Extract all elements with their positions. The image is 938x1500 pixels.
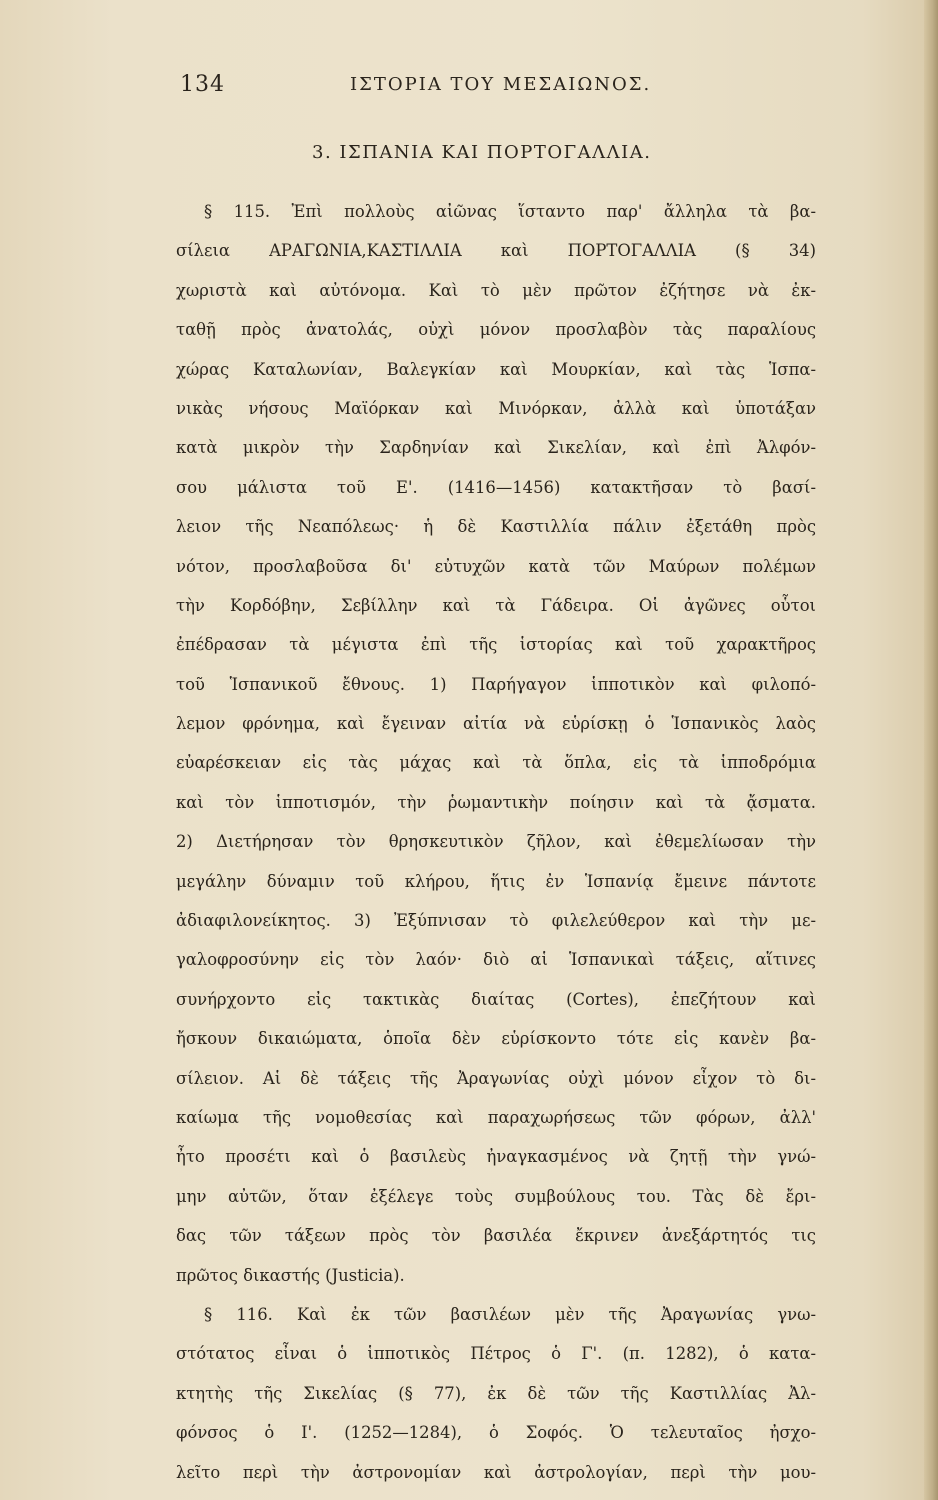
text-line: φόνσος ὁ Ι'. (1252—1284), ὁ Σοφός. Ὁ τελευταῖος ἠσχο-	[176, 1423, 816, 1443]
text-line: κατὰ μικρὸν τὴν Σαρδηνίαν καὶ Σικελίαν, καὶ ἐπὶ Ἀλφόν-	[176, 438, 816, 458]
text-line: δας τῶν τάξεων πρὸς τὸν βασιλέα ἔκρινεν ἀνεξάρτητός τις	[176, 1226, 816, 1246]
text-line: ἐπέδρασαν τὰ μέγιστα ἐπὶ τῆς ἱστορίας καὶ τοῦ χαρακτῆρος	[176, 635, 816, 655]
text-line: § 116. Καὶ ἐκ τῶν βασιλέων μὲν τῆς Ἀραγωνίας γνω-	[204, 1304, 816, 1324]
text-line: ἀδιαφιλονείκητος. 3) Ἐξύπνισαν τὸ φιλελεύθερον καὶ τὴν με-	[176, 911, 816, 931]
text-line: ἤσκουν δικαιώματα, ὁποῖα δὲν εὑρίσκοντο τότε εἰς κανὲν βα-	[176, 1029, 816, 1049]
text-line: πρῶτος δικαστής (Justicia).	[176, 1265, 405, 1285]
text-line: σου μάλιστα τοῦ Ε'. (1416—1456) κατακτῆσαν τὸ βασί-	[176, 477, 816, 497]
text-line: σίλειον. Αἱ δὲ τάξεις τῆς Ἀραγωνίας οὐχὶ μόνον εἶχον τὸ δι-	[176, 1068, 816, 1088]
text-line: κτητὴς τῆς Σικελίας (§ 77), ἐκ δὲ τῶν τῆς Καστιλλίας Ἀλ-	[176, 1383, 816, 1403]
text-line: σίλεια ΑΡΑΓΩΝΙΑ,ΚΑΣΤΙΛΛΙΑ καὶ ΠΟΡΤΟΓΑΛΛΙΑ (§ 34)	[176, 241, 816, 261]
text-line: τὴν Κορδόβην, Σεβίλλην καὶ τὰ Γάδειρα. Οἱ ἀγῶνες οὗτοι	[176, 595, 816, 615]
text-line: λειον τῆς Νεαπόλεως· ἡ δὲ Καστιλλία πάλιν ἐξετάθη πρὸς	[176, 517, 816, 537]
section-title: 3. ΙΣΠΑΝΙΑ ΚΑΙ ΠΟΡΤΟΓΑΛΛΙΑ.	[312, 142, 652, 163]
text-line: λεῖτο περὶ τὴν ἀστρονομίαν καὶ ἀστρολογίαν, περὶ τὴν μου-	[176, 1462, 816, 1482]
text-line: χωριστὰ καὶ αὐτόνομα. Καὶ τὸ μὲν πρῶτον ἐζήτησε νὰ ἐκ-	[176, 280, 816, 300]
text-line: χώρας Καταλωνίαν, Βαλεγκίαν καὶ Μουρκίαν, καὶ τὰς Ἱσπα-	[176, 359, 816, 379]
text-line: νότον, προσλαβοῦσα δι' εὐτυχῶν κατὰ τῶν Μαύρων πολέμων	[176, 556, 816, 576]
page-number: 134	[180, 72, 225, 97]
page-edge	[924, 0, 938, 1500]
text-line: εὐαρέσκειαν εἰς τὰς μάχας καὶ τὰ ὅπλα, εἰς τὰ ἱπποδρόμια	[176, 753, 816, 773]
text-line: στότατος εἶναι ὁ ἱπποτικὸς Πέτρος ὁ Γ'. (π. 1282), ὁ κατα-	[176, 1344, 816, 1364]
text-line: 2) Διετήρησαν τὸν θρησκευτικὸν ζῆλον, καὶ ἐθεμελίωσαν τὴν	[176, 832, 816, 852]
text-line: ταθῇ πρὸς ἀνατολάς, οὐχὶ μόνον προσλαβὸν τὰς παραλίους	[176, 320, 816, 340]
text-line: καὶ τὸν ἱπποτισμόν, τὴν ῥωμαντικὴν ποίησιν καὶ τὰ ᾄσματα.	[176, 792, 816, 812]
body-text	[176, 192, 816, 1492]
text-line: μην αὐτῶν, ὅταν ἐξέλεγε τοὺς συμβούλους του. Τὰς δὲ ἔρι-	[176, 1186, 816, 1206]
text-line: μεγάλην δύναμιν τοῦ κλήρου, ἥτις ἐν Ἱσπανίᾳ ἔμεινε πάντοτε	[176, 871, 816, 891]
text-line: συνήρχοντο εἰς τακτικὰς διαίτας (Cortes), ἐπεζήτουν καὶ	[176, 989, 816, 1009]
text-line: γαλοφροσύνην εἰς τὸν λαόν· διὸ αἱ Ἱσπανικαὶ τάξεις, αἵτινες	[176, 950, 816, 970]
running-head: ΙΣΤΟΡΙΑ ΤΟΥ ΜΕΣΑΙΩΝΟΣ.	[350, 74, 652, 95]
page-header	[180, 72, 700, 108]
text-line: λεμον φρόνημα, καὶ ἔγειναν αἰτία νὰ εὑρίσκῃ ὁ Ἱσπανικὸς λαὸς	[176, 714, 816, 734]
text-line: ἦτο προσέτι καὶ ὁ βασιλεὺς ἠναγκασμένος νὰ ζητῇ τὴν γνώ-	[176, 1147, 816, 1167]
text-line: τοῦ Ἱσπανικοῦ ἔθνους. 1) Παρήγαγον ἱπποτικὸν καὶ φιλοπό-	[176, 674, 816, 694]
text-line: § 115. Ἐπὶ πολλοὺς αἰῶνας ἵσταντο παρ' ἄλληλα τὰ βα-	[204, 202, 816, 221]
text-line: νικὰς νήσους Μαϊόρκαν καὶ Μινόρκαν, ἀλλὰ καὶ ὑποτάξαν	[176, 398, 816, 418]
text-line: καίωμα τῆς νομοθεσίας καὶ παραχωρήσεως τῶν φόρων, ἀλλ'	[176, 1107, 816, 1127]
